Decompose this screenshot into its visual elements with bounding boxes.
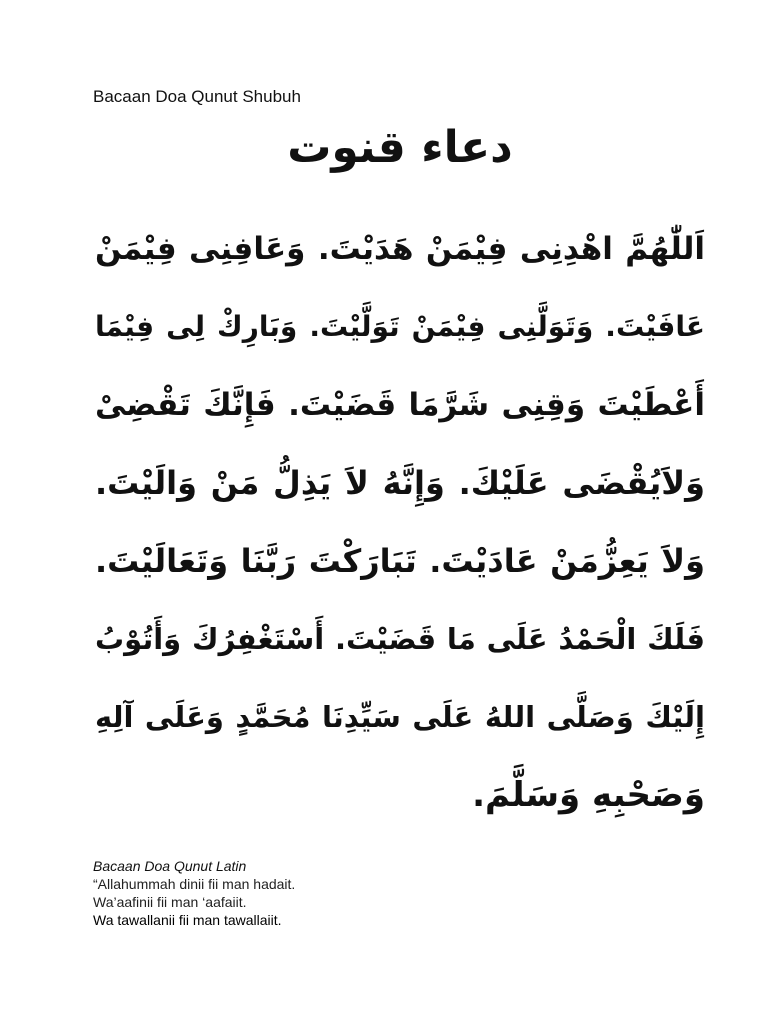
- latin-line: “Allahummah dinii fii man hadait.: [93, 876, 296, 892]
- arabic-line: أَعْطَيْتَ وَقِنِى شَرَّمَا قَضَيْتَ. فَإِنَّكَ تَقْضِىْ: [95, 387, 705, 423]
- arabic-line: وَلاَيُقْضَى عَلَيْكَ. وَإِنَّهُ لاَ يَذِلُّ مَنْ وَالَيْتَ.: [95, 464, 705, 502]
- page-title: Bacaan Doa Qunut Shubuh: [93, 87, 301, 106]
- latin-line: Wa tawallanii fii man tawallaiit.: [93, 912, 282, 928]
- arabic-heading: دعاء قنوت: [287, 122, 513, 173]
- latin-heading: Bacaan Doa Qunut Latin: [93, 858, 247, 874]
- arabic-line: وَلاَ يَعِزُّمَنْ عَادَيْتَ. تَبَارَكْتَ رَبَّنَا وَتَعَالَيْتَ.: [95, 542, 705, 580]
- arabic-line: وَصَحْبِهِ وَسَلَّمَ.: [472, 775, 705, 815]
- arabic-line: إِلَيْكَ وَصَلَّى اللهُ عَلَى سَيِّدِنَا مُحَمَّدٍ وَعَلَى آلِهِ: [95, 700, 705, 734]
- arabic-line: فَلَكَ الْحَمْدُ عَلَى مَا قَضَيْتَ. أَسْتَغْفِرُكَ وَأَتُوْبُ: [95, 622, 705, 656]
- latin-transliteration: [93, 857, 653, 929]
- arabic-line: اَللّٰهُمَّ اهْدِنِى فِيْمَنْ هَدَيْتَ. وَعَافِنِى فِيْمَنْ: [95, 231, 705, 267]
- arabic-prayer-text: [95, 210, 705, 834]
- latin-line: Wa’aafinii fii man ‘aafaiit.: [93, 894, 247, 910]
- arabic-line: عَافَيْتَ. وَتَوَلَّنِى فِيْمَنْ تَوَلَّيْتَ. وَبَارِكْ لِى فِيْمَا: [95, 310, 705, 343]
